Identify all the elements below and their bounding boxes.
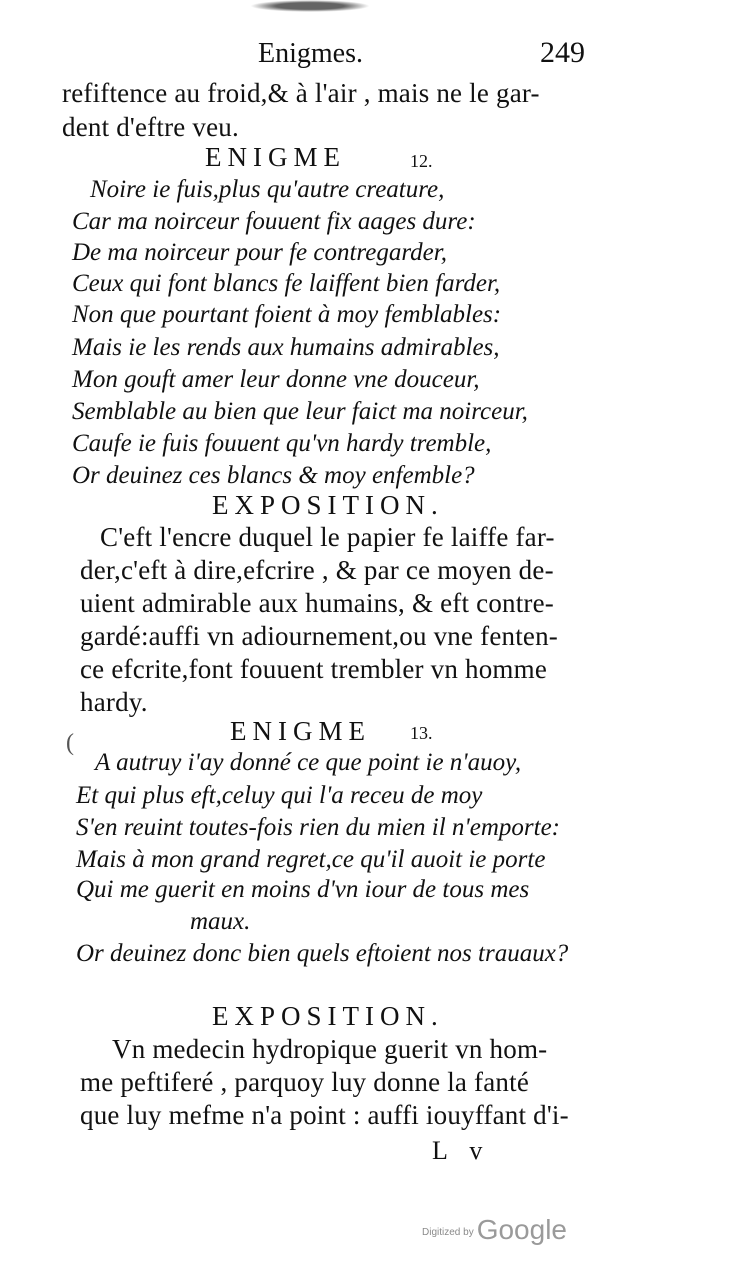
signature-mark: L v: [432, 1136, 491, 1165]
intro-line: dent d'eftre veu.: [62, 112, 239, 142]
enigme-13-number: 13.: [410, 723, 433, 743]
running-title: Enigmes.: [258, 38, 363, 69]
verse-line: Non que pourtant foient à moy femblables:: [72, 301, 502, 328]
exposition-line: gardé:auffi vn adiournement,ou vne fenten-: [80, 621, 558, 651]
verse-line: S'en reuint toutes-fois rien du mien il n'emporte:: [76, 814, 560, 841]
page-number: 249: [540, 36, 585, 69]
verse-line: Qui me guerit en moins d'vn iour de tous mes: [76, 876, 530, 903]
exposition-line: uient admirable aux humains, & eft contre-: [80, 588, 554, 618]
exposition-line: C'eft l'encre duquel le papier fe laiffe far-: [100, 522, 555, 552]
enigme-13-heading: ENIGME: [230, 716, 371, 746]
exposition-line: ce efcrite,font fouuent trembler vn homme: [80, 654, 548, 684]
exposition-line: hardy.: [80, 687, 148, 717]
exposition-line: me peftiferé , parquoy luy donne la fanté: [80, 1067, 530, 1097]
enigme-12-heading: ENIGME: [205, 142, 346, 172]
verse-line: Noire ie fuis,plus qu'autre creature,: [90, 176, 445, 203]
verse-line: De ma noirceur pour fe contregarder,: [72, 239, 447, 266]
verse-line: Or deuinez donc bien quels eftoient nos trauaux?: [76, 940, 569, 967]
digitized-watermark: [422, 1214, 567, 1246]
exposition-12-heading: EXPOSITION.: [212, 490, 444, 520]
google-logo: Google: [476, 1214, 567, 1245]
margin-bracket: (: [66, 730, 74, 756]
exposition-line: der,c'eft à dire,efcrire , & par ce moyen de-: [80, 555, 554, 585]
verse-line: Mais ie les rends aux humains admirables,: [72, 334, 500, 361]
exposition-13-heading: EXPOSITION.: [212, 1001, 444, 1031]
verse-line: A autruy i'ay donné ce que point ie n'auoy,: [95, 749, 522, 776]
watermark-prefix: Digitized by: [422, 1227, 474, 1238]
verse-line: Caufe ie fuis fouuent qu'vn hardy tremble,: [72, 430, 492, 457]
verse-line: Or deuinez ces blancs & moy enfemble?: [72, 462, 475, 489]
enigme-12-number: 12.: [410, 151, 433, 171]
verse-line: Semblable au bien que leur faict ma noirceur,: [72, 398, 528, 425]
exposition-line: que luy mefme n'a point : auffi iouyffant d'i-: [80, 1100, 569, 1130]
verse-line: maux.: [190, 908, 251, 935]
ink-smudge: [250, 0, 370, 12]
verse-line: Mon gouft amer leur donne vne douceur,: [72, 366, 480, 393]
verse-line: Car ma noirceur fouuent fix aages dure:: [72, 208, 476, 235]
verse-line: Et qui plus eft,celuy qui l'a receu de moy: [76, 782, 483, 809]
exposition-line: Vn medecin hydropique guerit vn hom-: [112, 1034, 548, 1064]
intro-line: refiftence au froid,& à l'air , mais ne le gar-: [62, 78, 540, 108]
verse-line: Ceux qui font blancs fe laiffent bien farder,: [72, 270, 501, 297]
verse-line: Mais à mon grand regret,ce qu'il auoit ie porte: [76, 846, 546, 873]
